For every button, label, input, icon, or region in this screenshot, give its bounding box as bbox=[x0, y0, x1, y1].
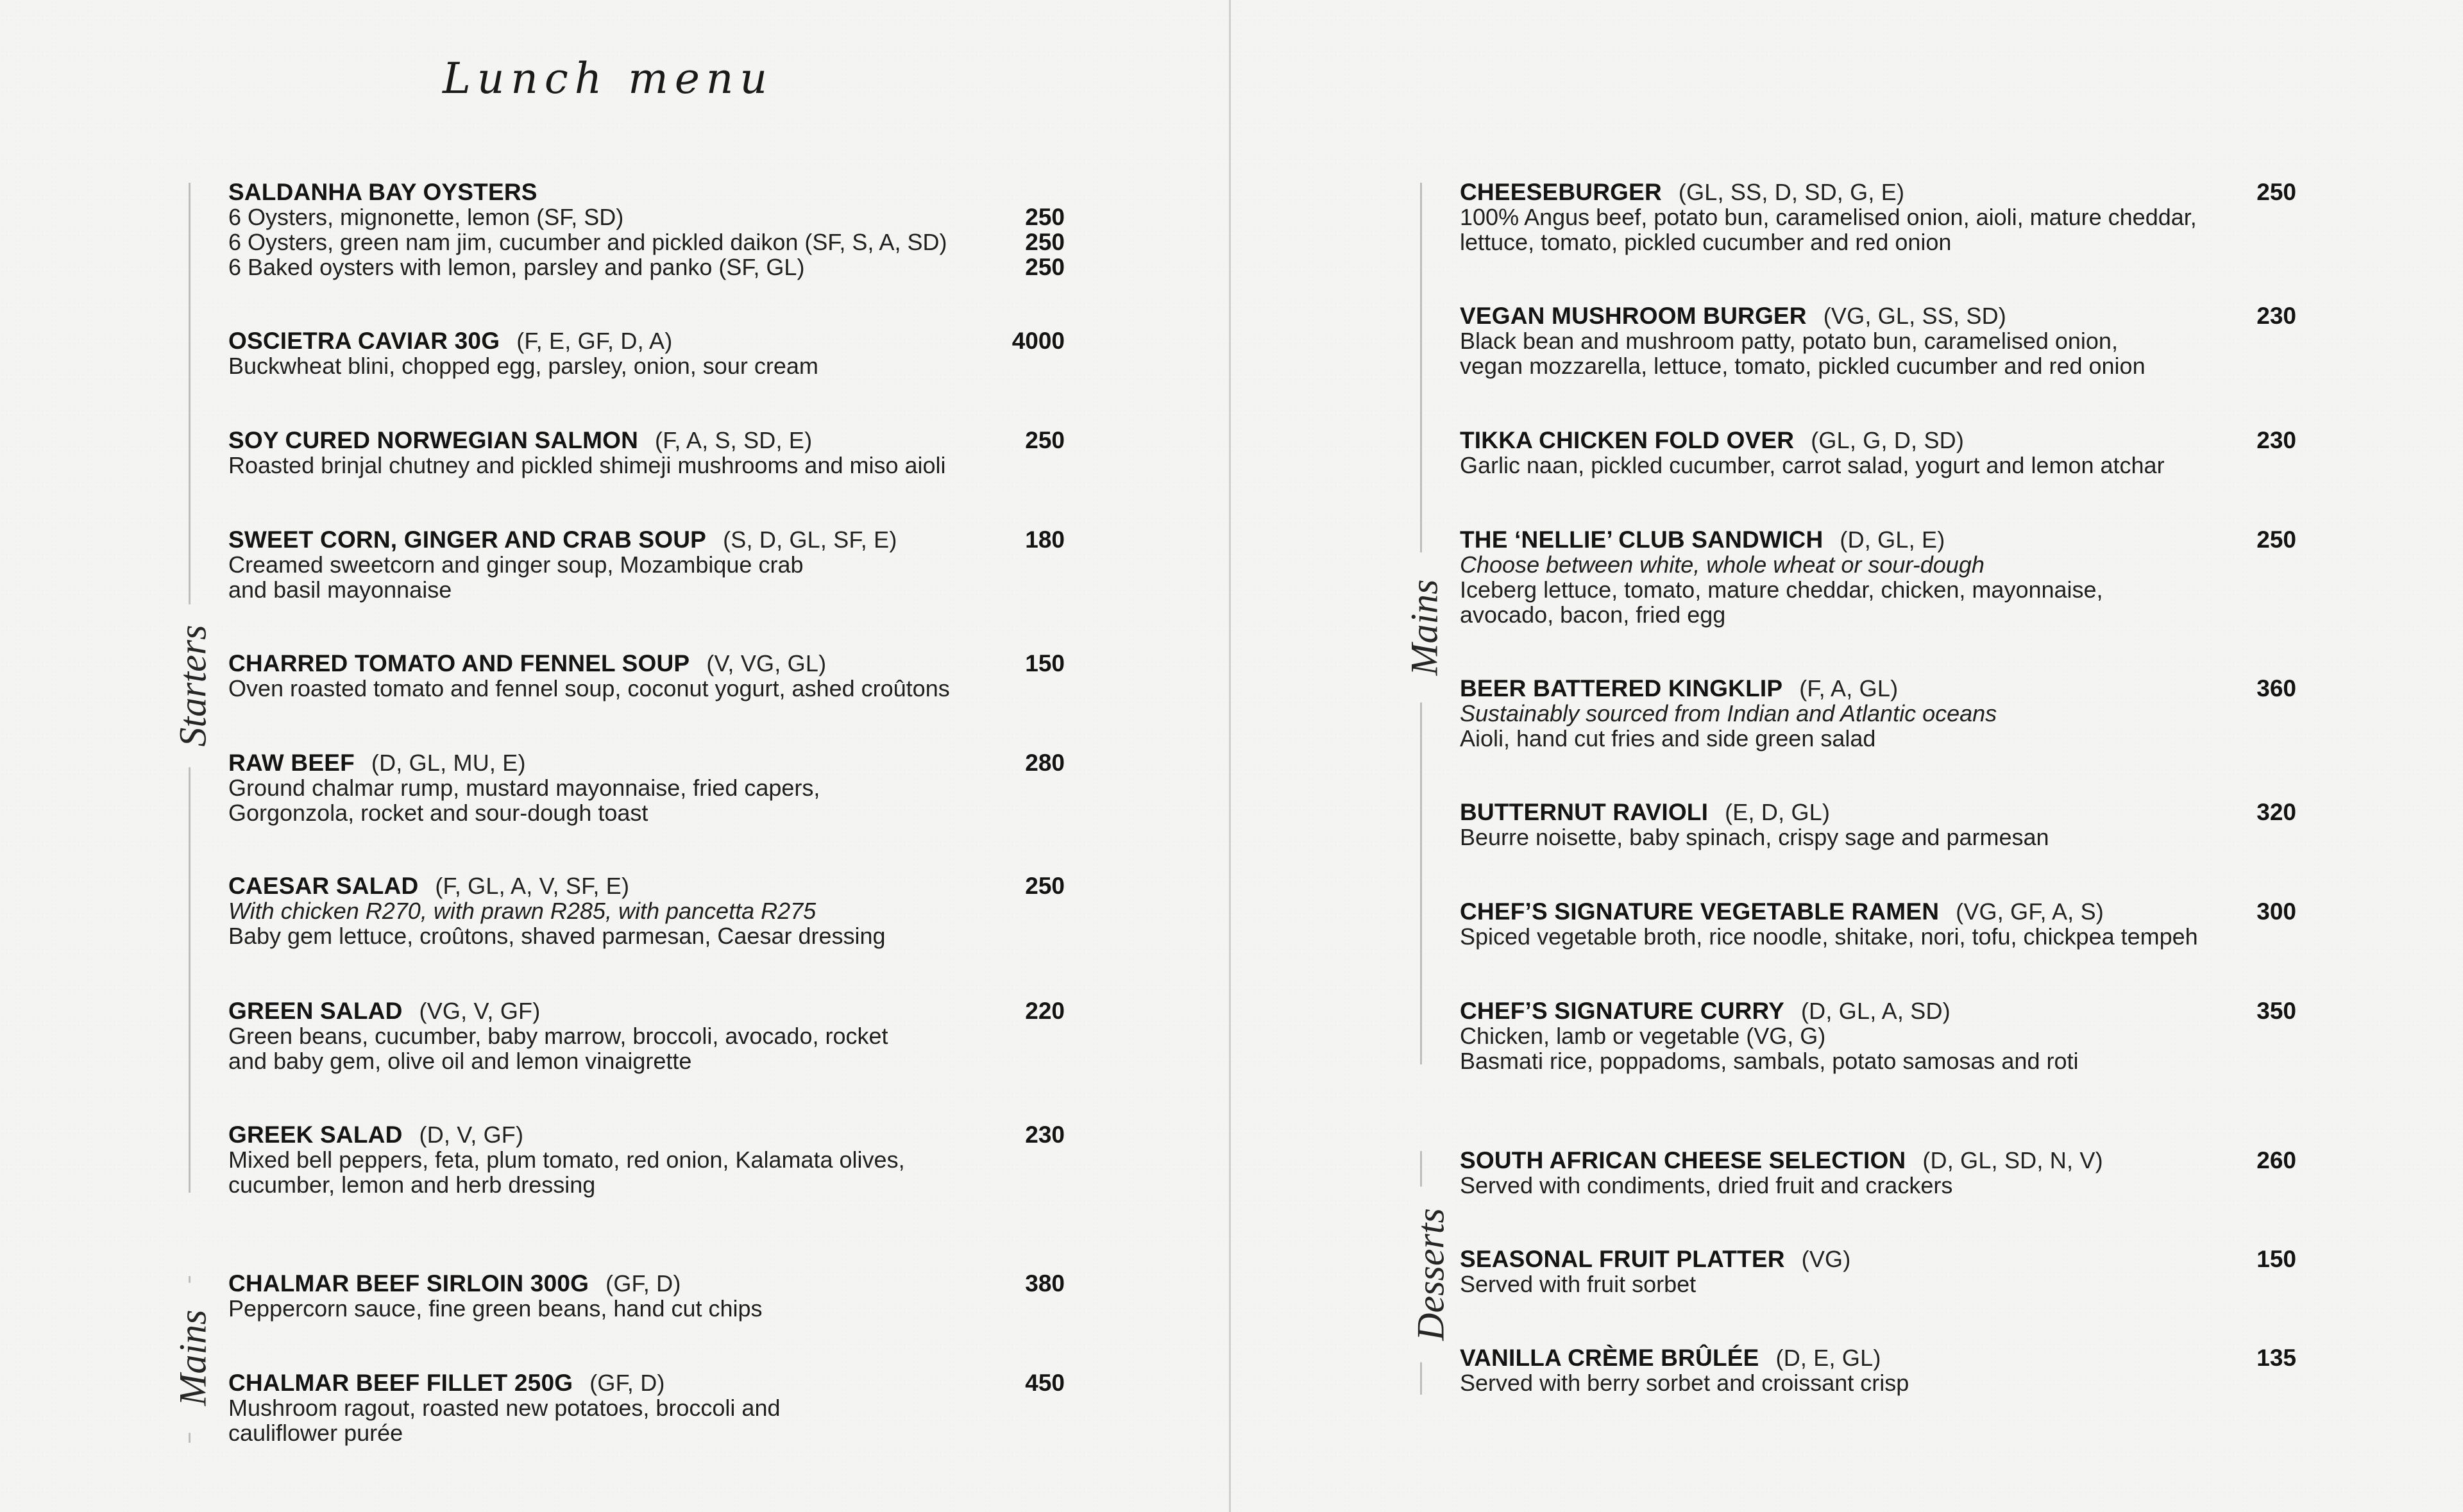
item-description: Spiced vegetable broth, rice noodle, shitake, nori, tofu, chickpea tempeh bbox=[1460, 923, 2198, 950]
item-price: 230 bbox=[2256, 303, 2296, 329]
item-description: and basil mayonnaise bbox=[228, 576, 452, 603]
item-description: Black bean and mushroom patty, potato bun, caramelised onion, bbox=[1460, 328, 2118, 354]
menu-item bbox=[228, 527, 897, 602]
section-label-mains-right: Mains bbox=[1403, 553, 1447, 703]
item-title: CHEESEBURGER bbox=[1460, 179, 1662, 205]
item-price: 180 bbox=[1025, 526, 1065, 553]
item-title: SOUTH AFRICAN CHEESE SELECTION bbox=[1460, 1147, 1906, 1173]
menu-item bbox=[1460, 1345, 1909, 1395]
item-name bbox=[1460, 428, 2165, 453]
menu-item bbox=[228, 428, 946, 478]
item-description: Sustainably sourced from Indian and Atlantic oceans bbox=[1460, 700, 1997, 727]
item-description: With chicken R270, with prawn R285, with pancetta R275 bbox=[228, 898, 817, 924]
menu-item bbox=[228, 998, 888, 1073]
item-title: GREEN SALAD bbox=[228, 998, 403, 1024]
item-description: Peppercorn sauce, fine green beans, hand cut chips bbox=[228, 1295, 763, 1322]
item-allergens: (GL, G, D, SD) bbox=[1811, 427, 1965, 453]
item-price: 4000 bbox=[1011, 328, 1065, 354]
item-description: Mixed bell peppers, feta, plum tomato, red onion, Kalamata olives, bbox=[228, 1147, 905, 1173]
item-price: 360 bbox=[2256, 675, 2296, 701]
item-name bbox=[228, 1370, 780, 1395]
menu-item bbox=[228, 1370, 780, 1445]
item-title: VEGAN MUSHROOM BURGER bbox=[1460, 303, 1807, 329]
item-title: BEER BATTERED KINGKLIP bbox=[1460, 675, 1783, 701]
item-description: Roasted brinjal chutney and pickled shimeji mushrooms and miso aioli bbox=[228, 452, 946, 478]
item-description: Baby gem lettuce, croûtons, shaved parmesan, Caesar dressing bbox=[228, 923, 886, 949]
item-price: 260 bbox=[2256, 1147, 2296, 1173]
item-title: CHARRED TOMATO AND FENNEL SOUP bbox=[228, 650, 690, 676]
item-description: Served with condiments, dried fruit and crackers bbox=[1460, 1172, 1953, 1198]
menu-item bbox=[228, 1271, 763, 1321]
item-description: Served with fruit sorbet bbox=[1460, 1271, 1697, 1297]
item-price: 150 bbox=[2256, 1246, 2296, 1272]
menu-item bbox=[1460, 1247, 1850, 1297]
item-allergens: (VG, GF, A, S) bbox=[1956, 898, 2104, 925]
item-allergens: (VG) bbox=[1801, 1246, 1851, 1272]
item-allergens: (D, GL, E) bbox=[1840, 526, 1945, 553]
item-price: 230 bbox=[2256, 427, 2296, 453]
item-name bbox=[1460, 1148, 2103, 1173]
item-price: 150 bbox=[1025, 650, 1065, 676]
item-allergens: (GL, SS, D, SD, G, E) bbox=[1678, 179, 1905, 205]
section-label-starters: Starters bbox=[171, 605, 216, 768]
section-label-mains-left: Mains bbox=[171, 1283, 216, 1433]
item-name bbox=[228, 750, 820, 775]
item-allergens: (F, E, GF, D, A) bbox=[516, 328, 673, 354]
item-title: THE ‘NELLIE’ CLUB SANDWICH bbox=[1460, 526, 1824, 553]
menu-item bbox=[1460, 303, 2146, 378]
item-title: RAW BEEF bbox=[228, 750, 355, 776]
item-description: Mushroom ragout, roasted new potatoes, broccoli and bbox=[228, 1395, 781, 1421]
item-description: Green beans, cucumber, baby marrow, broccoli, avocado, rocket bbox=[228, 1023, 888, 1049]
item-title: TIKKA CHICKEN FOLD OVER bbox=[1460, 427, 1795, 453]
menu-item bbox=[1460, 800, 2049, 850]
item-allergens: (D, GL, SD, N, V) bbox=[1922, 1147, 2103, 1173]
item-description: cauliflower purée bbox=[228, 1420, 403, 1446]
item-allergens: (F, GL, A, V, SF, E) bbox=[435, 873, 630, 899]
item-name bbox=[228, 527, 897, 552]
item-name bbox=[1460, 1345, 1909, 1370]
item-description: Served with berry sorbet and croissant crisp bbox=[1460, 1370, 1909, 1396]
menu-item bbox=[1460, 998, 2078, 1073]
item-title: SWEET CORN, GINGER AND CRAB SOUP bbox=[228, 526, 707, 553]
item-allergens: (F, A, GL) bbox=[1799, 675, 1899, 701]
item-price: 250 bbox=[2256, 526, 2296, 553]
item-allergens: (E, D, GL) bbox=[1725, 799, 1831, 825]
menu-item bbox=[1460, 180, 2197, 255]
item-name bbox=[228, 998, 888, 1023]
item-title: OSCIETRA CAVIAR 30G bbox=[228, 328, 500, 354]
item-name bbox=[228, 428, 946, 453]
item-name bbox=[1460, 800, 2049, 825]
item-description: Aioli, hand cut fries and side green salad bbox=[1460, 725, 1876, 752]
menu-item bbox=[1460, 676, 1997, 751]
menu-item bbox=[1460, 527, 2103, 627]
menu-item bbox=[228, 328, 818, 378]
menu-item bbox=[228, 873, 886, 948]
item-name bbox=[1460, 1247, 1850, 1272]
item-name bbox=[1460, 180, 2197, 205]
section-label-desserts: Desserts bbox=[1409, 1187, 1453, 1363]
item-price: 380 bbox=[1025, 1270, 1065, 1297]
item-price: 300 bbox=[2256, 898, 2296, 925]
item-allergens: (S, D, GL, SF, E) bbox=[723, 526, 897, 553]
item-description: cucumber, lemon and herb dressing bbox=[228, 1172, 596, 1198]
item-description: 6 Oysters, green nam jim, cucumber and pickled daikon (SF, S, A, SD) bbox=[228, 229, 947, 255]
item-description: Choose between white, whole wheat or sour-dough bbox=[1460, 551, 1985, 578]
item-name bbox=[228, 651, 950, 676]
item-name bbox=[1460, 527, 2103, 552]
item-price: 450 bbox=[1025, 1370, 1065, 1396]
menu-item bbox=[228, 750, 820, 825]
item-name bbox=[1460, 676, 1997, 701]
item-allergens: (VG, V, GF) bbox=[419, 998, 541, 1024]
item-description: Oven roasted tomato and fennel soup, coconut yogurt, ashed croûtons bbox=[228, 675, 950, 701]
item-title: CHALMAR BEEF FILLET 250G bbox=[228, 1370, 573, 1396]
item-title: VANILLA CRÈME BRÛLÉE bbox=[1460, 1345, 1759, 1371]
item-title: CHEF’S SIGNATURE VEGETABLE RAMEN bbox=[1460, 898, 1940, 925]
item-allergens: (VG, GL, SS, SD) bbox=[1823, 303, 2006, 329]
item-title: CHEF’S SIGNATURE CURRY bbox=[1460, 998, 1784, 1024]
item-price: 320 bbox=[2256, 799, 2296, 825]
item-name bbox=[1460, 998, 2078, 1023]
item-title: SOY CURED NORWEGIAN SALMON bbox=[228, 427, 639, 453]
item-allergens: (GF, D) bbox=[605, 1270, 681, 1297]
item-description: Beurre noisette, baby spinach, crispy sage and parmesan bbox=[1460, 824, 2049, 850]
item-title: BUTTERNUT RAVIOLI bbox=[1460, 799, 1709, 825]
item-name bbox=[228, 873, 886, 898]
item-title: SEASONAL FRUIT PLATTER bbox=[1460, 1246, 1785, 1272]
item-price: 250 bbox=[1025, 254, 1065, 280]
item-name bbox=[228, 1271, 763, 1296]
item-title: SALDANHA BAY OYSTERS bbox=[228, 179, 537, 205]
item-description: Ground chalmar rump, mustard mayonnaise, fried capers, bbox=[228, 775, 820, 801]
item-allergens: (D, E, GL) bbox=[1775, 1345, 1881, 1371]
item-description: 6 Baked oysters with lemon, parsley and panko (SF, GL) bbox=[228, 254, 805, 280]
item-price: 350 bbox=[2256, 998, 2296, 1024]
item-description: vegan mozzarella, lettuce, tomato, pickled cucumber and red onion bbox=[1460, 353, 2146, 379]
menu-item bbox=[1460, 1148, 2103, 1198]
item-allergens: (V, VG, GL) bbox=[706, 650, 827, 676]
item-description: Gorgonzola, rocket and sour-dough toast bbox=[228, 800, 648, 826]
item-description: 100% Angus beef, potato bun, caramelised onion, aioli, mature cheddar, bbox=[1460, 204, 2197, 230]
menu-item bbox=[1460, 428, 2165, 478]
page-fold bbox=[1229, 0, 1231, 1512]
item-description: Chicken, lamb or vegetable (VG, G) bbox=[1460, 1023, 1826, 1049]
item-description: avocado, bacon, fried egg bbox=[1460, 601, 1726, 628]
page-title: Lunch menu bbox=[443, 54, 774, 103]
item-price: 280 bbox=[1025, 750, 1065, 776]
item-allergens: (D, GL, MU, E) bbox=[371, 750, 526, 776]
item-description: Basmati rice, poppadoms, sambals, potato samosas and roti bbox=[1460, 1048, 2079, 1074]
item-allergens: (D, GL, A, SD) bbox=[1800, 998, 1951, 1024]
item-description: Buckwheat blini, chopped egg, parsley, onion, sour cream bbox=[228, 353, 818, 379]
item-name bbox=[1460, 899, 2198, 924]
menu-item bbox=[228, 651, 950, 701]
item-allergens: (GF, D) bbox=[589, 1370, 665, 1396]
item-price: 250 bbox=[1025, 427, 1065, 453]
item-description: lettuce, tomato, pickled cucumber and red onion bbox=[1460, 229, 1952, 255]
item-price: 250 bbox=[1025, 204, 1065, 230]
item-allergens: (F, A, S, SD, E) bbox=[655, 427, 813, 453]
item-price: 250 bbox=[1025, 873, 1065, 899]
item-title: CHALMAR BEEF SIRLOIN 300G bbox=[228, 1270, 589, 1297]
item-title: CAESAR SALAD bbox=[228, 873, 419, 899]
item-price: 230 bbox=[1025, 1121, 1065, 1148]
item-price: 220 bbox=[1025, 998, 1065, 1024]
item-description: Iceberg lettuce, tomato, mature cheddar, chicken, mayonnaise, bbox=[1460, 576, 2103, 603]
item-name bbox=[228, 328, 818, 353]
item-description: Garlic naan, pickled cucumber, carrot salad, yogurt and lemon atchar bbox=[1460, 452, 2165, 478]
item-name bbox=[228, 1122, 905, 1147]
item-allergens: (D, V, GF) bbox=[419, 1121, 524, 1148]
item-name bbox=[1460, 303, 2146, 328]
item-description: 6 Oysters, mignonette, lemon (SF, SD) bbox=[228, 204, 624, 230]
menu-item bbox=[228, 1122, 905, 1197]
item-description: Creamed sweetcorn and ginger soup, Mozambique crab bbox=[228, 551, 804, 578]
item-name bbox=[228, 180, 947, 205]
menu-item bbox=[1460, 899, 2198, 949]
item-price: 250 bbox=[2256, 179, 2296, 205]
item-title: GREEK SALAD bbox=[228, 1121, 403, 1148]
menu-item bbox=[228, 180, 947, 280]
item-price: 250 bbox=[1025, 229, 1065, 255]
item-description: and baby gem, olive oil and lemon vinaigrette bbox=[228, 1048, 692, 1074]
item-price: 135 bbox=[2256, 1345, 2296, 1371]
